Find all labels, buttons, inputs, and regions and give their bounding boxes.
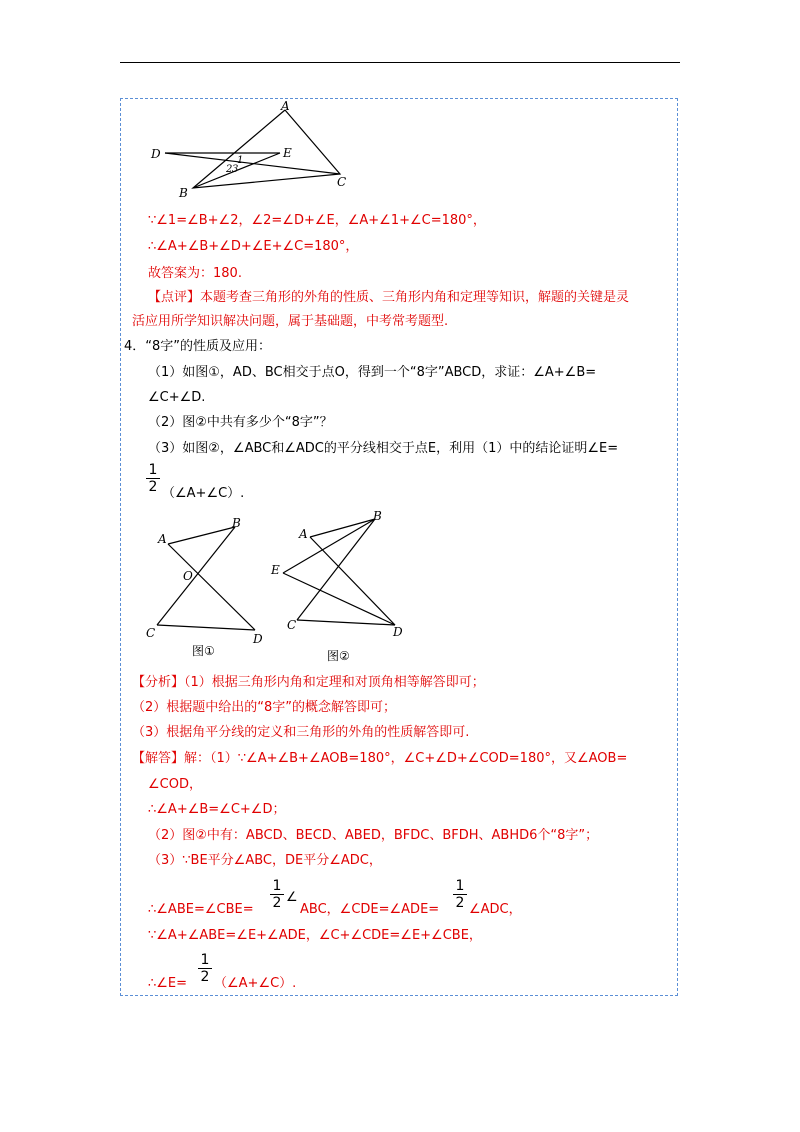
q4-part3-b: （∠A+∠C）. (162, 486, 245, 501)
fig1-caption: 图① (192, 644, 215, 658)
solution-7: ∵∠A+∠ABE=∠E+∠ADE，∠C+∠CDE=∠E+∠CBE， (148, 928, 482, 943)
analysis-1: 【分析】（1）根据三角形内角和定理和对顶角相等解答即可； (132, 675, 485, 690)
fig0-label-b: B (179, 186, 188, 200)
solution-8-fraction (198, 952, 212, 985)
solution-6-fraction-1-den: 2 (272, 895, 282, 911)
solution-6a: ∴∠ABE=∠CBE= (148, 902, 254, 917)
fig2-caption: 图② (327, 649, 350, 663)
solution-5: （3）∵BE平分∠ABC，DE平分∠ADC， (148, 853, 382, 868)
solution-8a: ∴∠E= (148, 976, 188, 991)
q4-fraction-den: 2 (148, 479, 158, 495)
fig0-label-c: C (337, 175, 347, 189)
fig2-label-a: A (299, 527, 308, 541)
fig1-label-b: B (232, 516, 241, 530)
q4-fraction-num: 1 (146, 462, 160, 479)
fig0-angle-3: 3 (232, 164, 239, 175)
analysis-2: （2）根据题中给出的“8字”的概念解答即可； (132, 700, 397, 715)
fig2-label-b: B (373, 509, 382, 523)
analysis-3: （3）根据角平分线的定义和三角形的外角的性质解答即可. (132, 725, 470, 740)
fig0-label-a: A (281, 100, 290, 113)
fig1-label-c: C (146, 626, 156, 640)
solution-6-angle: ∠ (286, 890, 298, 905)
solution-8-fraction-den: 2 (200, 969, 210, 985)
fig1-label-d: D (253, 632, 263, 646)
prev-comment-1: 【点评】本题考查三角形的外角的性质、三角形内角和定理等知识，解题的关键是灵 (148, 290, 630, 305)
prev-line-1: ∵∠1=∠B+∠2，∠2=∠D+∠E，∠A+∠1+∠C=180°， (148, 213, 486, 228)
figure-previous (145, 100, 365, 200)
fig2-label-e: E (271, 563, 280, 577)
fig0-label-e: E (283, 146, 292, 160)
q4-fraction (146, 462, 160, 495)
solution-6d: ∠ADC， (469, 902, 522, 917)
q4-part2: （2）图②中共有多少个“8字”？ (148, 415, 333, 430)
fig2-label-c: C (287, 618, 297, 632)
solution-8-fraction-num: 1 (198, 952, 212, 969)
solution-6-fraction-2-num: 1 (453, 878, 467, 895)
fig1-label-o: O (183, 569, 193, 583)
prev-line-3: 故答案为：180. (148, 266, 242, 281)
q4-part3-a: （3）如图②，∠ABC和∠ADC的平分线相交于点E，利用（1）中的结论证明∠E= (148, 441, 619, 456)
solution-6-fraction-2-den: 2 (455, 895, 465, 911)
q4-title: 4．“8字”的性质及应用： (124, 339, 272, 354)
fig0-angle-1: 1 (237, 155, 244, 166)
solution-2: ∠COD， (148, 777, 202, 792)
solution-6-fraction-1-num: 1 (270, 878, 284, 895)
prev-line-2: ∴∠A+∠B+∠D+∠E+∠C=180°， (148, 239, 359, 254)
fig1-label-a: A (158, 532, 167, 546)
solution-6c: ABC，∠CDE=∠ADE= (300, 902, 440, 917)
figure-2 (265, 508, 415, 668)
fig0-label-d: D (151, 147, 161, 161)
solution-6-fraction-2 (453, 878, 467, 911)
figure-1 (140, 515, 270, 665)
fig2-label-d: D (393, 625, 403, 639)
q4-part1-a: （1）如图①，AD、BC相交于点O，得到一个“8字”ABCD，求证：∠A+∠B= (148, 365, 597, 380)
solution-1: 【解答】解：（1）∵∠A+∠B+∠AOB=180°，∠C+∠D+∠COD=180°，又∠AOB= (132, 751, 628, 766)
fig0-angle-2: 2 (226, 164, 233, 175)
solution-8b: （∠A+∠C）. (214, 976, 297, 991)
solution-3: ∴∠A+∠B=∠C+∠D； (148, 802, 286, 817)
solution-4: （2）图②中有：ABCD、BECD、ABED，BFDC、BFDH、ABHD6个“8字”； (148, 828, 599, 843)
header-rule (120, 62, 680, 63)
solution-6-fraction-1 (270, 878, 284, 911)
prev-comment-2: 活应用所学知识解决问题，属于基础题，中考常考题型. (132, 314, 449, 329)
q4-part1-b: ∠C+∠D. (148, 390, 206, 405)
